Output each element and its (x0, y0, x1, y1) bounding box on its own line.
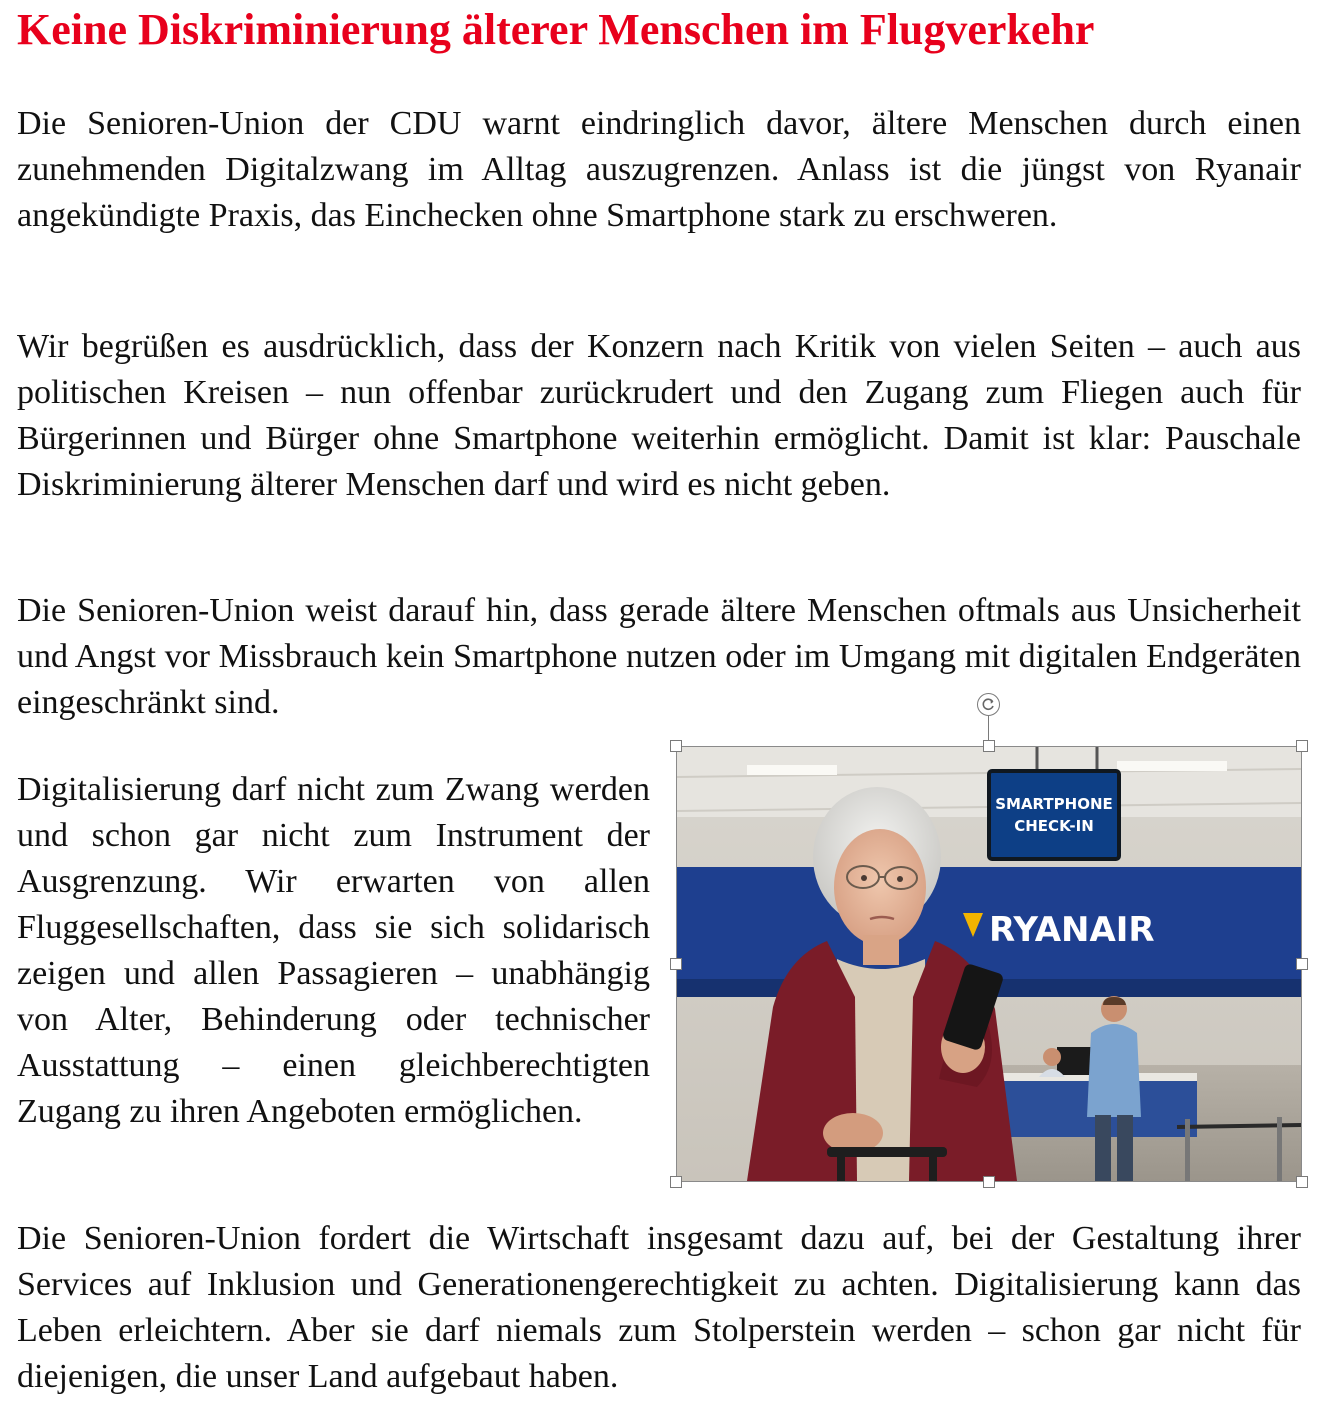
resize-handle-s[interactable] (983, 1176, 995, 1188)
paragraph-5: Die Senioren-Union fordert die Wirtschaft insgesamt dazu auf, bei der Gestaltung ihrer Services auf Inklusion und Generationengerechtigkeit zu achten. Digitalisierung kann das Leben erleichtern. Aber sie darf niemals zum Stolperstein werden – schon gar nicht für diejenigen, die unser Land aufgebaut haben. (17, 1220, 1301, 1395)
sign-line-2: CHECK-IN (1014, 817, 1094, 835)
resize-handle-nw[interactable] (670, 740, 682, 752)
resize-handle-ne[interactable] (1296, 740, 1308, 752)
brand-name: RYANAIR (989, 910, 1155, 950)
paragraph-1: Die Senioren-Union der CDU warnt eindringlich davor, ältere Menschen durch einen zunehmenden Digitalzwang im Alltag auszugrenzen. Anlass ist die jüngst von Ryanair angekündigte Praxis, das Einchecken ohne Smartphone stark zu erschweren. (17, 105, 1301, 234)
paragraph-4: Digitalisierung darf nicht zum Zwang werden und schon gar nicht zum Instrument der Ausgrenzung. Wir erwarten von allen Fluggesellschaften, dass sie sich solidarisch zeigen und allen Passagieren – unabhängig von Alter, Behinderung oder technischer Ausstattung – einen gleichberechtigten Zugang zu ihren Angeboten ermöglichen. (17, 771, 650, 1130)
rotate-icon (978, 694, 999, 715)
image-frame[interactable] (676, 746, 1302, 1182)
paragraph-2: Wir begrüßen es ausdrücklich, dass der Konzern nach Kritik von vielen Seiten – auch aus politischen Kreisen – nun offenbar zurückrudert und den Zugang zum Fliegen auch für Bürgerinnen und Bürger ohne Smartphone weiterhin ermöglicht. Damit ist klar: Pauschale Diskriminierung älterer Menschen darf und wird es nicht geben. (17, 328, 1301, 503)
smartphone-checkin-sign (989, 771, 1119, 859)
page-title: Keine Diskriminierung älterer Menschen im Flugverkehr (17, 5, 1095, 54)
rotate-handle[interactable] (977, 693, 1000, 716)
resize-handle-n[interactable] (983, 740, 995, 752)
resize-handle-se[interactable] (1296, 1176, 1308, 1188)
sign-line-1: SMARTPHONE (995, 795, 1113, 813)
paragraph-3: Die Senioren-Union weist darauf hin, dass gerade ältere Menschen oftmals aus Unsicherheit und Angst vor Missbrauch kein Smartphone nutzen oder im Umgang mit digitalen Endgeräten eingeschränkt sind. (17, 592, 1301, 721)
resize-handle-e[interactable] (1296, 958, 1308, 970)
resize-handle-sw[interactable] (670, 1176, 682, 1188)
resize-handle-w[interactable] (670, 958, 682, 970)
airport-photo (677, 747, 1301, 1181)
